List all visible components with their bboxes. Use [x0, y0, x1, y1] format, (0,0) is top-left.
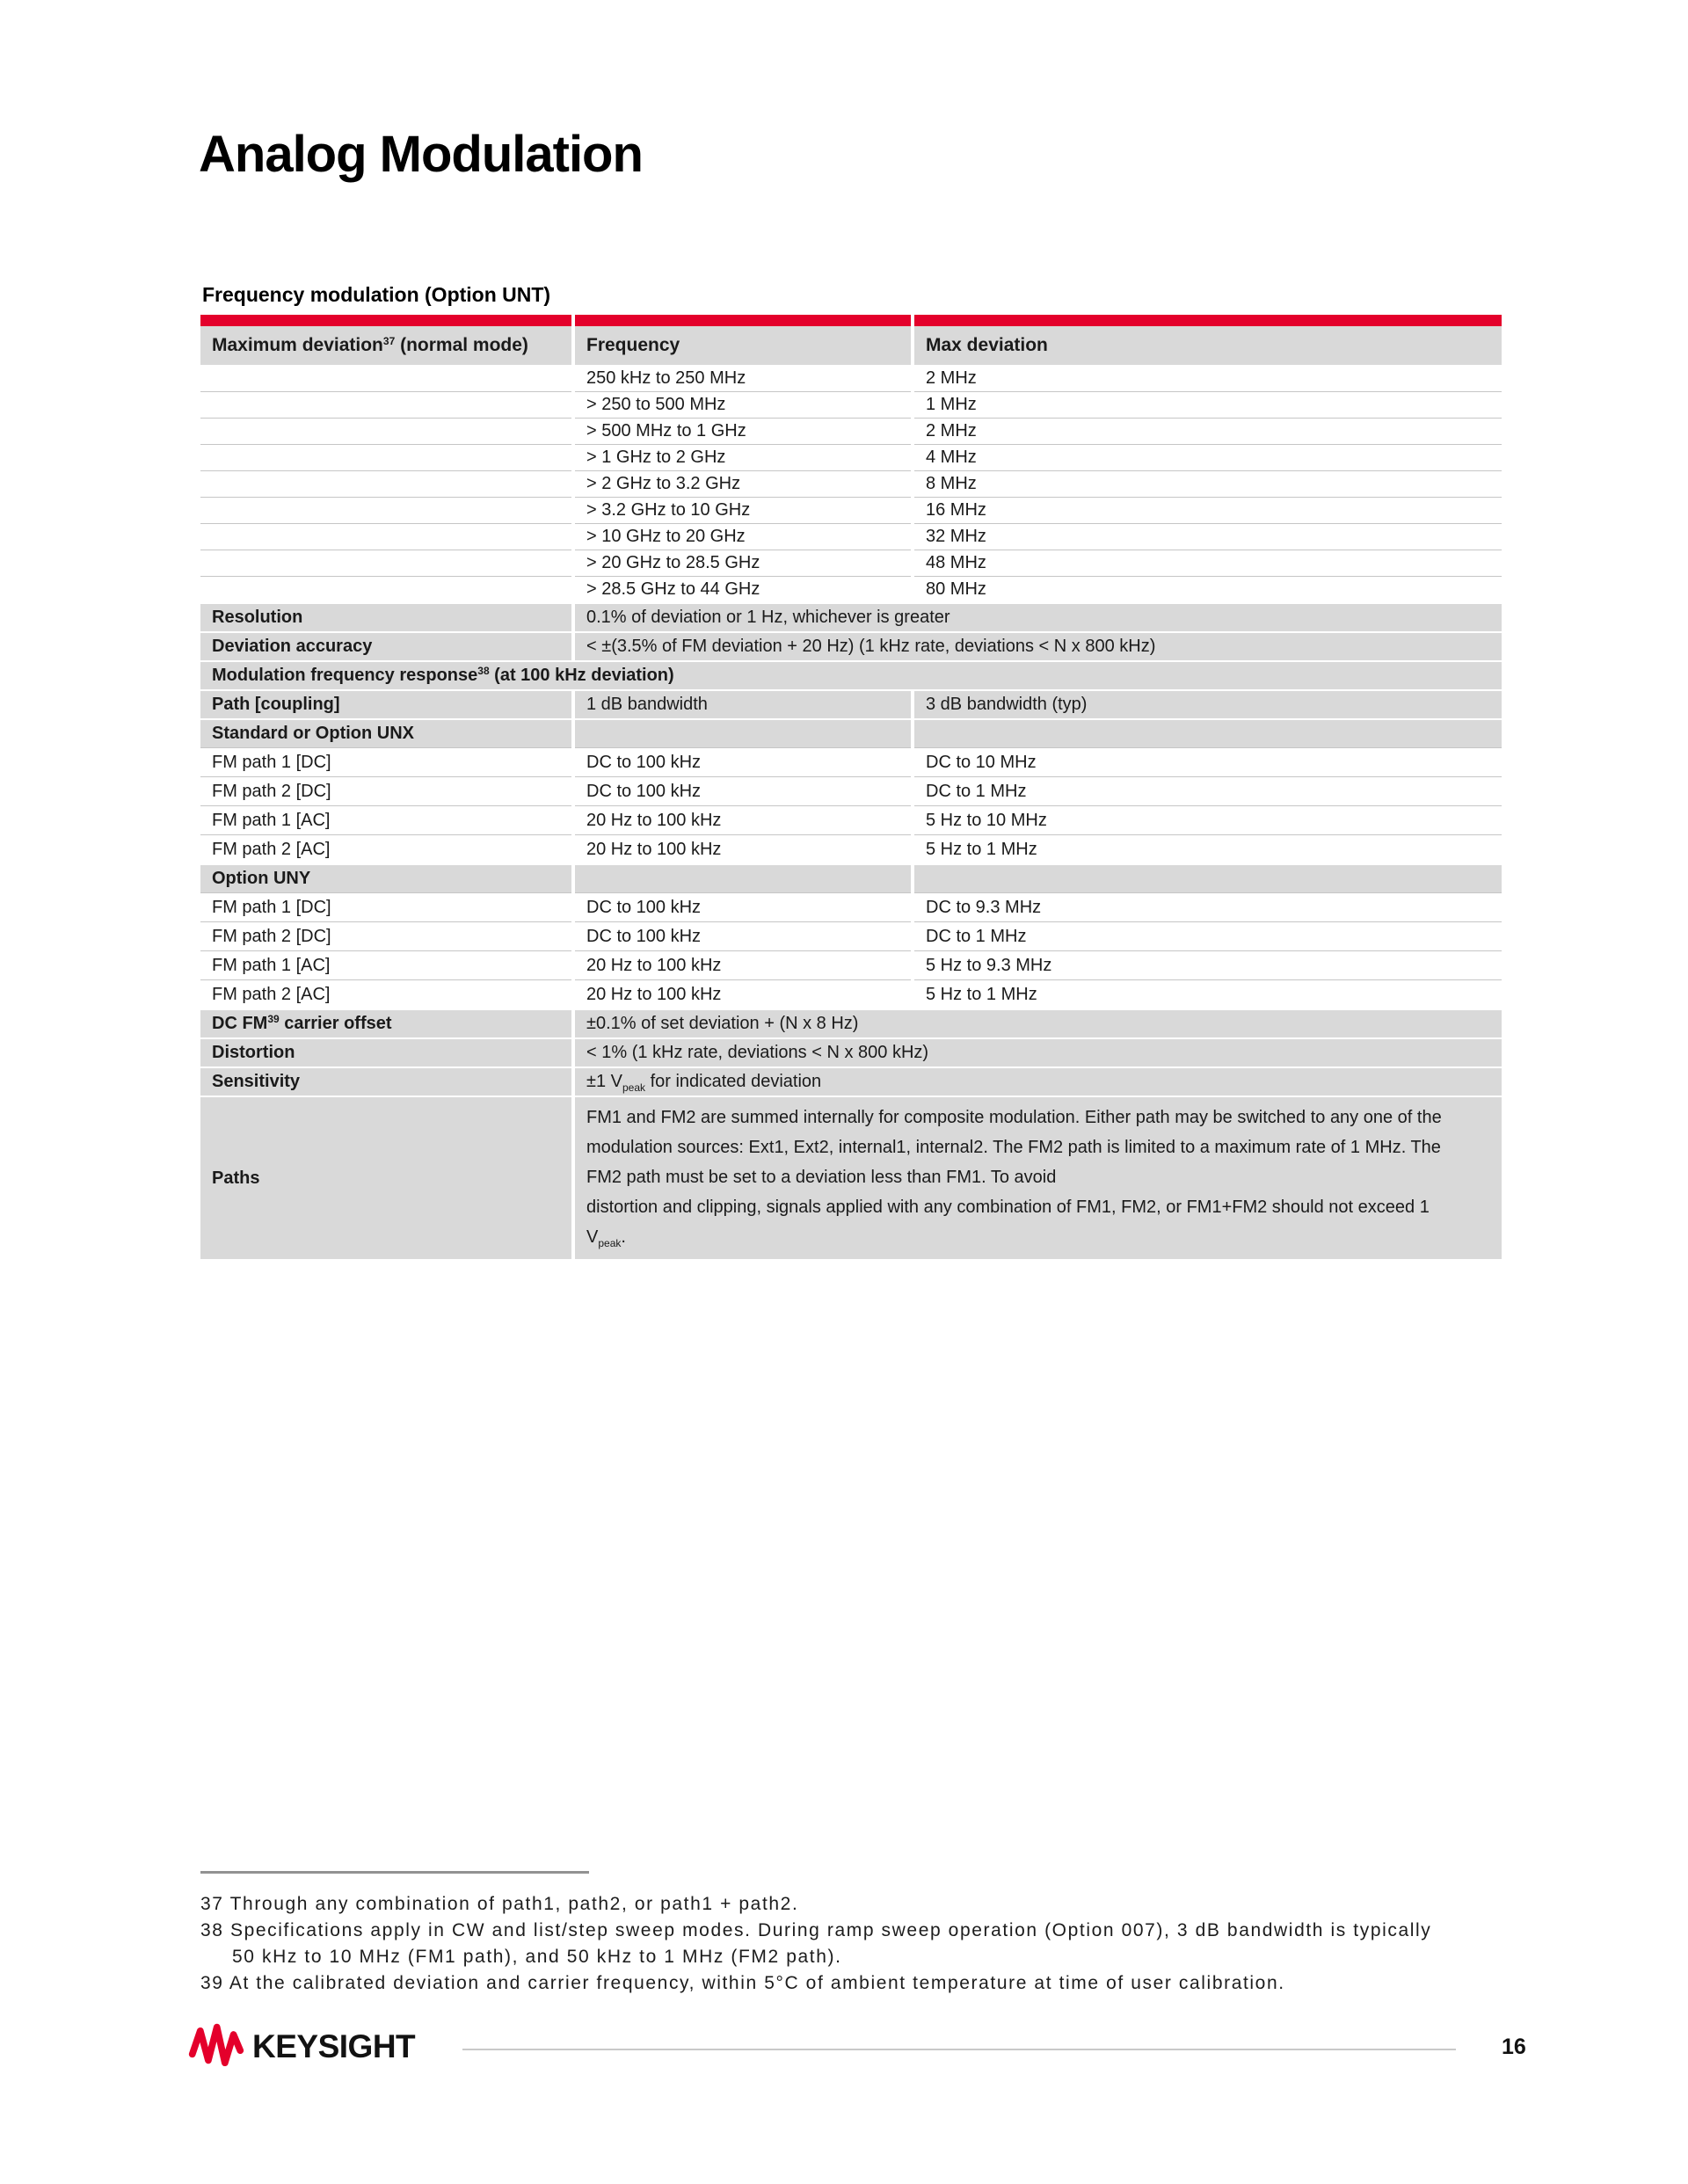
cell-max-deviation: 80 MHz	[914, 576, 1502, 602]
cell-empty	[200, 497, 571, 523]
page-title: Analog Modulation	[199, 126, 643, 183]
cell-fm-path: FM path 2 [DC]	[200, 921, 571, 950]
table-row	[200, 834, 1502, 863]
footnotes	[200, 1871, 1502, 1997]
section-label: Option UNY	[200, 863, 571, 892]
cell-frequency: > 3.2 GHz to 10 GHz	[575, 497, 911, 523]
section-row-uny	[200, 863, 1502, 892]
cell-value: ±0.1% of set deviation + (N x 8 Hz)	[575, 1008, 1502, 1037]
cell-fm-path: FM path 1 [AC]	[200, 805, 571, 834]
cell-3db-bandwidth: DC to 9.3 MHz	[914, 892, 1502, 921]
cell-value: < 1% (1 kHz rate, deviations < N x 800 kHz)	[575, 1037, 1502, 1067]
table-row	[200, 805, 1502, 834]
table-row	[200, 747, 1502, 776]
cell-empty	[200, 365, 571, 391]
table-row	[200, 550, 1502, 576]
accent-bar-segment	[200, 315, 571, 326]
spec-table	[200, 315, 1502, 1259]
cell-1db-bandwidth: 20 Hz to 100 kHz	[575, 950, 911, 979]
table-row	[200, 444, 1502, 470]
cell-max-deviation: 16 MHz	[914, 497, 1502, 523]
table-row	[200, 365, 1502, 391]
table-row-dcfm-offset	[200, 1008, 1502, 1037]
header-frequency: Frequency	[575, 326, 911, 365]
cell-empty	[914, 863, 1502, 892]
table-row	[200, 950, 1502, 979]
cell-label: Modulation frequency response$^{38}$ (at 100 kHz deviation)	[200, 660, 1502, 689]
cell-max-deviation: 2 MHz	[914, 365, 1502, 391]
table-row	[200, 391, 1502, 418]
table-row	[200, 497, 1502, 523]
cell-1db-bandwidth: DC to 100 kHz	[575, 921, 911, 950]
cell-label: Distortion	[200, 1037, 571, 1067]
table-row-mod-freq-response	[200, 660, 1502, 689]
cell-fm-path: FM path 2 [DC]	[200, 776, 571, 805]
cell-1db-bandwidth: 20 Hz to 100 kHz	[575, 805, 911, 834]
cell-empty	[200, 418, 571, 444]
cell-fm-path: FM path 1 [AC]	[200, 950, 571, 979]
header-maximum-deviation: Maximum deviation$^{37}$ (normal mode)	[200, 326, 571, 365]
footnote-37: 37 Through any combination of path1, path2, or path1 + path2.	[200, 1894, 799, 1914]
footnote-39: 39 At the calibrated deviation and carrier frequency, within 5°C of ambient temperature at time of user calibration.	[200, 1973, 1285, 1993]
cell-empty	[575, 718, 911, 747]
cell-1db-bandwidth: 1 dB bandwidth	[575, 689, 911, 718]
cell-max-deviation: 1 MHz	[914, 391, 1502, 418]
paths-line: FM1 and FM2 are summed internally for composite modulation. Either path may be switched to any one of the	[586, 1108, 1442, 1127]
cell-fm-path: FM path 2 [AC]	[200, 834, 571, 863]
table-row-path-coupling	[200, 689, 1502, 718]
table-row-paths	[200, 1096, 1502, 1259]
table-row-distortion	[200, 1037, 1502, 1067]
table-row	[200, 523, 1502, 550]
cell-max-deviation: 4 MHz	[914, 444, 1502, 470]
cell-3db-bandwidth: DC to 1 MHz	[914, 776, 1502, 805]
paths-line: modulation sources: Ext1, Ext2, internal1, internal2. The FM2 path is limited to a maximum rate of 1 MHz. The	[586, 1138, 1441, 1157]
table-row	[200, 776, 1502, 805]
table-row	[200, 921, 1502, 950]
footnote-38: 38 Specifications apply in CW and list/step sweep modes. During ramp sweep operation (Option 007), 3 dB bandwidth is typically	[200, 1920, 1432, 1940]
cell-value	[575, 1096, 1502, 1259]
cell-frequency: > 28.5 GHz to 44 GHz	[575, 576, 911, 602]
cell-label: Sensitivity	[200, 1067, 571, 1096]
cell-value: < ±(3.5% of FM deviation + 20 Hz) (1 kHz rate, deviations < N x 800 kHz)	[575, 631, 1502, 660]
accent-bar-segment	[575, 315, 911, 326]
header-max-deviation: Max deviation	[914, 326, 1502, 365]
table-row-sensitivity	[200, 1067, 1502, 1096]
cell-empty	[200, 391, 571, 418]
cell-max-deviation: 8 MHz	[914, 470, 1502, 497]
cell-max-deviation: 2 MHz	[914, 418, 1502, 444]
cell-fm-path: FM path 2 [AC]	[200, 979, 571, 1008]
cell-1db-bandwidth: DC to 100 kHz	[575, 747, 911, 776]
cell-3db-bandwidth: 5 Hz to 10 MHz	[914, 805, 1502, 834]
cell-empty	[200, 523, 571, 550]
cell-value: ±1 $V_{peak}$ for indicated deviation	[575, 1067, 1502, 1096]
cell-frequency: 250 kHz to 250 MHz	[575, 365, 911, 391]
cell-empty	[200, 576, 571, 602]
subscript-peak: peak	[598, 1237, 622, 1249]
keysight-spark-icon	[188, 2022, 244, 2071]
footnote-ref-38: 38	[477, 665, 490, 677]
footnote-ref-39: 39	[267, 1013, 280, 1025]
page-number: 16	[1502, 2035, 1526, 2059]
cell-empty	[914, 718, 1502, 747]
cell-empty	[200, 550, 571, 576]
cell-3db-bandwidth: 5 Hz to 1 MHz	[914, 979, 1502, 1008]
cell-1db-bandwidth: 20 Hz to 100 kHz	[575, 834, 911, 863]
cell-3db-bandwidth: DC to 10 MHz	[914, 747, 1502, 776]
subscript-peak: peak	[622, 1081, 646, 1094]
cell-fm-path: FM path 1 [DC]	[200, 747, 571, 776]
table-header-row	[200, 326, 1502, 365]
cell-1db-bandwidth: 20 Hz to 100 kHz	[575, 979, 911, 1008]
brand-wordmark: KEYSIGHT	[252, 2028, 416, 2064]
cell-frequency: > 250 to 500 MHz	[575, 391, 911, 418]
cell-3db-bandwidth: DC to 1 MHz	[914, 921, 1502, 950]
cell-3db-bandwidth: 3 dB bandwidth (typ)	[914, 689, 1502, 718]
footer-rule	[462, 2049, 1456, 2050]
footnote-38-continued: 50 kHz to 10 MHz (FM1 path), and 50 kHz to 1 MHz (FM2 path).	[232, 1947, 842, 1967]
cell-3db-bandwidth: 5 Hz to 1 MHz	[914, 834, 1502, 863]
keysight-logo	[188, 2022, 415, 2071]
cell-empty	[200, 444, 571, 470]
cell-value: 0.1% of deviation or 1 Hz, whichever is greater	[575, 602, 1502, 631]
cell-label: DC FM$^{39}$ carrier offset	[200, 1008, 571, 1037]
cell-label: Deviation accuracy	[200, 631, 571, 660]
table-caption: Frequency modulation (Option UNT)	[202, 283, 551, 306]
table-row-resolution	[200, 602, 1502, 631]
cell-frequency: > 500 MHz to 1 GHz	[575, 418, 911, 444]
paths-line: FM2 path must be set to a deviation less than FM1. To avoid	[586, 1168, 1057, 1187]
cell-empty	[575, 863, 911, 892]
cell-frequency: > 2 GHz to 3.2 GHz	[575, 470, 911, 497]
section-row-unx	[200, 718, 1502, 747]
table-row	[200, 979, 1502, 1008]
cell-frequency: > 10 GHz to 20 GHz	[575, 523, 911, 550]
paths-line: $V_{peak}$.	[586, 1227, 626, 1249]
footnote-divider	[200, 1871, 589, 1874]
table-row	[200, 576, 1502, 602]
section-label: Standard or Option UNX	[200, 718, 571, 747]
cell-1db-bandwidth: DC to 100 kHz	[575, 892, 911, 921]
table-row	[200, 470, 1502, 497]
cell-frequency: > 1 GHz to 2 GHz	[575, 444, 911, 470]
cell-max-deviation: 32 MHz	[914, 523, 1502, 550]
cell-max-deviation: 48 MHz	[914, 550, 1502, 576]
table-accent-bar	[200, 315, 1502, 326]
paths-line: distortion and clipping, signals applied with any combination of FM1, FM2, or FM1+FM2 should not exceed 1	[586, 1198, 1430, 1217]
cell-label: Path [coupling]	[200, 689, 571, 718]
cell-label: Paths	[200, 1096, 571, 1259]
table-row	[200, 418, 1502, 444]
cell-fm-path: FM path 1 [DC]	[200, 892, 571, 921]
cell-3db-bandwidth: 5 Hz to 9.3 MHz	[914, 950, 1502, 979]
cell-1db-bandwidth: DC to 100 kHz	[575, 776, 911, 805]
table-row	[200, 892, 1502, 921]
cell-frequency: > 20 GHz to 28.5 GHz	[575, 550, 911, 576]
table-row-deviation-accuracy	[200, 631, 1502, 660]
cell-label: Resolution	[200, 602, 571, 631]
footnote-ref-37: 37	[382, 335, 396, 347]
accent-bar-segment	[914, 315, 1502, 326]
cell-empty	[200, 470, 571, 497]
